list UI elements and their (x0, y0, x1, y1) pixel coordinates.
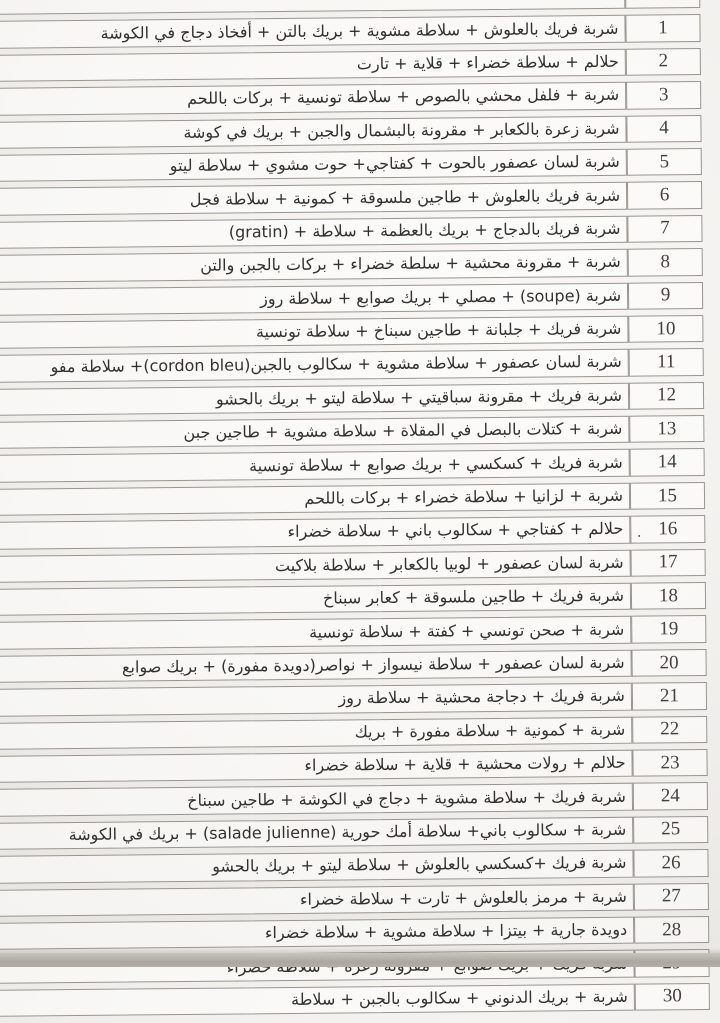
row-number-cell (632, 749, 707, 777)
dish-text: شربة + مرمز بالعلوش + تارت + سلاطة خضراء (299, 886, 627, 909)
row-number-cell (631, 582, 706, 610)
row-number: 30 (662, 985, 682, 1007)
dish-text: شربة فريك + دجاجة محشية + سلاطة روز (338, 686, 626, 708)
row-number-cell (629, 415, 704, 443)
row-number: 7 (660, 217, 670, 239)
row-number: 22 (660, 718, 680, 740)
dish-text-cell (0, 182, 627, 216)
row-number-cell (630, 448, 705, 476)
table-row (0, 682, 707, 717)
dish-text-cell (0, 483, 630, 517)
row-number-cell (626, 81, 701, 109)
table-row (0, 649, 707, 684)
row-number: 18 (658, 584, 679, 607)
row-number: 11 (656, 351, 676, 373)
dish-text-cell (0, 115, 627, 149)
dish-text-cell (0, 683, 632, 717)
row-number: 10 (656, 317, 676, 340)
table-row (0, 81, 701, 116)
dish-text-cell (0, 583, 631, 617)
dish-text-cell (0, 883, 634, 917)
table-row (0, 215, 703, 250)
row-number-cell (628, 248, 703, 276)
table-row (0, 749, 708, 784)
dish-text-cell (0, 249, 628, 283)
dish-text: شربة + سكالوب باني+ سلاطة أمك حورية (salade julienne) + بريك في الكوشة (68, 819, 627, 845)
row-number-cell (628, 282, 703, 310)
table-row (0, 415, 704, 450)
table-row (0, 14, 701, 49)
dish-text-cell (0, 616, 631, 650)
table-row (0, 48, 701, 83)
row-number: 23 (660, 751, 680, 774)
dish-text-cell (0, 282, 628, 316)
dish-text: شربة (soupe) + مصلي + بريك صوابع + سلاطة روز (259, 285, 622, 308)
row-number-cell (625, 14, 700, 42)
row-number-cell (634, 883, 709, 911)
row-number-cell (631, 649, 706, 677)
row-number: 13 (657, 418, 677, 440)
dish-text: شربة لسان عصفور + سلاطة نيسواز + نواصر(دويدة مفورة) + بريك صوابع (121, 652, 625, 677)
dish-text: شربة فريك + مقرونة سباقيتي + سلاطة ليتو + بريك بالحشو (215, 385, 623, 409)
dish-text-cell (0, 650, 632, 684)
dish-text-cell (0, 549, 631, 583)
dish-text-cell (0, 149, 627, 183)
row-number-cell (626, 48, 701, 76)
row-number: 27 (661, 885, 681, 907)
table-row (0, 983, 710, 1018)
dish-text: شربة لسان عصفور + لوبيا بالكعابر + سلاطة بلاكيت (274, 552, 624, 575)
dish-text: شربة فريك بالدجاج + بريك بالعظمة + سلاطة + (gratin) (228, 218, 621, 242)
dish-text-cell (0, 783, 633, 817)
table-row (0, 549, 706, 584)
row-number: 17 (658, 551, 678, 573)
row-number: 6 (659, 184, 670, 206)
dish-text-cell (0, 316, 629, 350)
dish-text-cell (0, 816, 633, 850)
dish-text: شربة لسان عصفور + سلاطة مشوية + سكالوب بالجبن(cordon bleu)+ سلاطة مفو (50, 352, 622, 377)
dish-text: شربة فريك +كسكسي بالعلوش + سلاطة ليتو + بريك بالحشو (212, 853, 627, 877)
dish-text-cell (0, 917, 634, 951)
row-number: 24 (660, 785, 680, 807)
row-number: 8 (660, 251, 671, 273)
row-number-cell (627, 148, 702, 176)
table-row (0, 282, 703, 317)
table-row (0, 482, 705, 517)
table-row (0, 782, 708, 817)
row-number: 5 (659, 150, 670, 173)
row-number: 25 (661, 818, 681, 840)
table-row (0, 716, 707, 751)
row-number-cell (631, 615, 706, 643)
dish-text: شربة + فلفل محشي بالصوص + سلاطة تونسية + بركات باللحم (186, 85, 620, 109)
row-number: 4 (659, 117, 669, 139)
dish-text: شربة فريك بالعلوش + طاجين ملسوقة + كمونية + سلاطة فجل (189, 185, 621, 209)
row-number: 12 (656, 384, 677, 406)
row-number-cell (630, 515, 705, 543)
dish-text: حلالم + رولات محشية + قلاية + سلاطة خضراء (304, 752, 626, 776)
row-number-cell (627, 215, 702, 243)
row-number: 28 (662, 918, 682, 941)
row-number-cell (629, 382, 704, 410)
dish-text: شربة فريك بالعلوش + سلاطة مشوية + بريك بالتن + أفخاذ دجاج في الكوشة (100, 18, 619, 43)
dish-text: شربة + بريك الدنوني + سكالوب بالجبن + سلاطة (290, 986, 628, 1009)
row-number: 14 (657, 451, 677, 473)
table-row (0, 348, 704, 383)
dish-text: شربة زعرة بالكعابر + مقرونة بالبشمال والجبن + بريك في كوشة (183, 118, 620, 142)
table-row (0, 148, 702, 183)
table-row (0, 582, 706, 617)
row-number-cell (633, 782, 708, 810)
row-number: 9 (660, 284, 671, 306)
dish-text-cell (0, 48, 626, 82)
row-number: 21 (659, 685, 680, 707)
row-number-cell (631, 549, 706, 577)
dish-text-cell (0, 750, 633, 784)
row-number: 20 (659, 651, 679, 673)
dish-text: شربة فريك + سلاطة مشوية + دجاج في الكوشة + طاجين سبناخ (187, 786, 626, 810)
table-row (0, 515, 705, 550)
row-number-cell (635, 983, 710, 1011)
row-number-cell (630, 482, 705, 510)
dish-text-cell (0, 382, 629, 416)
table-row (0, 916, 709, 951)
row-number-cell (632, 682, 707, 710)
row-number-cell (633, 816, 708, 844)
row-number-cell (627, 181, 702, 209)
row-number-cell (626, 115, 701, 143)
row-number-cell (625, 0, 700, 9)
table-row (0, 315, 704, 350)
row-number: 19 (659, 618, 679, 640)
dish-text-cell (0, 449, 630, 483)
row-number-mark: . (637, 524, 642, 541)
dish-text: شربة + كتلات بالبصل في المقلاة + سلاطة مشوية + طاجين جبن (183, 419, 623, 443)
dish-text-cell (0, 0, 625, 16)
row-number-cell (628, 315, 703, 343)
row-number: 15 (657, 484, 678, 506)
dish-text: شربة فريك + كسكسي + بريك صوابع + سلاطة تونسية (248, 452, 623, 476)
dish-text-cell (0, 215, 628, 249)
table-row (0, 181, 702, 216)
row-number: 1 (658, 17, 668, 39)
table-surface (0, 953, 720, 967)
dish-text: شربة + كمونية + سلاطة مفورة + بريك (354, 719, 626, 742)
table-row (0, 615, 706, 650)
dish-text: شربة لسان عصفور بالحوت + كفتاجي+ حوت مشوي + سلاطة ليتو (169, 151, 620, 176)
dish-text: شربة + صحن تونسي + كفتة + سلاطة تونسية (308, 619, 625, 642)
dish-text-cell (0, 516, 630, 550)
row-number: 2 (658, 50, 669, 72)
dish-text-cell (0, 349, 629, 383)
dish-text: حلالم + سلاطة خضراء + قلاية + تارت (356, 51, 619, 74)
table-row (0, 448, 705, 483)
dish-text: شربة فريك + جلبانة + طاجين سبناخ + سلاطة تونسية (255, 318, 622, 342)
cut-off-row (0, 0, 700, 16)
row-number-cell (629, 348, 704, 376)
dish-text-cell (0, 82, 626, 116)
table-row (0, 849, 709, 884)
dish-text: شربة + مقرونة محشية + سلطة خضراء + بركات بالجبن والتن (200, 252, 621, 276)
row-number-cell (634, 916, 709, 944)
dish-text-cell (0, 983, 635, 1017)
dish-text-cell (0, 15, 626, 49)
dish-text: حلالم + كفتاجي + سكالوب باني + سلاطة خضراء (287, 519, 624, 542)
table-row (0, 248, 703, 283)
dish-text: شربة + لزانيا + سلاطة خضراء + بركات باللحم (304, 485, 624, 508)
table-row (0, 115, 702, 150)
row-number: 26 (661, 852, 681, 874)
row-number: 3 (658, 84, 669, 106)
dish-text: شربة فريك + طاجين ملسوقة + كعابر سبناخ (322, 585, 625, 608)
table-row (0, 883, 709, 918)
dish-text: دويدة جارية + بيتزا + سلاطة مشوية + سلاطة خضراء (264, 919, 628, 943)
row-number-cell (633, 849, 708, 877)
dish-text-cell (0, 716, 632, 750)
dish-text-cell (0, 850, 634, 884)
table-row (0, 816, 708, 851)
dish-text-cell (0, 416, 629, 450)
row-number-cell (632, 716, 707, 744)
table-row (0, 382, 704, 417)
row-number: 16 (658, 518, 678, 540)
